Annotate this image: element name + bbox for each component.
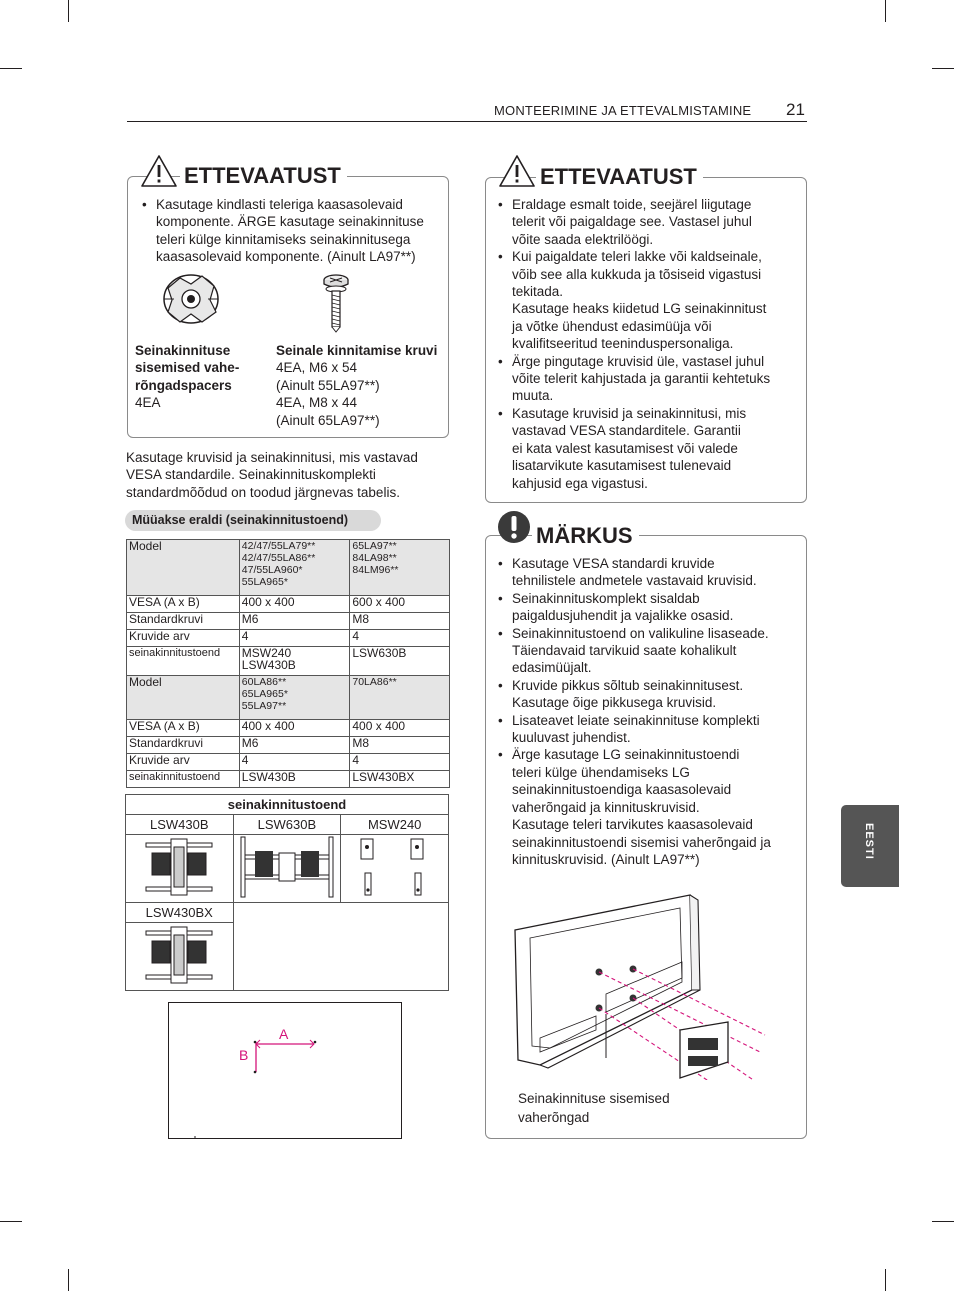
text-line: • Ärge pingutage kruvisid üle, vastasel juhul <box>512 353 765 369</box>
crop-mark <box>0 1221 22 1222</box>
text-line: teleri külge kinnitamiseks seinakinnitusega <box>156 231 411 247</box>
wall-mount-table <box>125 794 449 991</box>
table-cell <box>239 540 350 596</box>
table-cell: M8 <box>350 613 450 630</box>
table-cell <box>233 835 341 903</box>
text-line: võib see alla kukkuda ja tõsiseid vigastusi <box>512 266 762 282</box>
text-line: LSW430B <box>241 658 296 672</box>
text-line: Täiendavaid tarvikuid saate kohalikult <box>512 643 737 659</box>
table-cell: 4 <box>350 754 450 771</box>
table-row <box>126 835 449 903</box>
caution-right-bullet <box>498 405 800 492</box>
table-cell: 400 x 400 <box>239 596 350 613</box>
text-line: 42/47/55LA79** <box>241 540 316 552</box>
table-row <box>127 771 450 788</box>
table-row <box>127 737 450 754</box>
table-cell: M6 <box>239 737 350 754</box>
table-cell: Model <box>127 676 240 720</box>
text-line: 55LA97** <box>241 700 287 712</box>
caution-right-bullet <box>498 248 800 352</box>
table-row <box>127 540 450 596</box>
table-cell: MSW240 <box>341 815 449 835</box>
text-line: • Seinakinnituskomplekt sisaldab <box>512 590 700 606</box>
table-row <box>126 903 449 923</box>
text-line: • Kasutage kindlasti teleriga kaasasolevaid <box>156 197 403 212</box>
lsw430b-bracket-icon <box>144 837 214 897</box>
text-line: seinakinnitustoendi sisemisi vaherõngaid ja <box>512 834 771 850</box>
text-line: 4EA <box>135 395 161 411</box>
crop-mark <box>885 1269 886 1291</box>
table-cell: Kruvide arv <box>127 630 240 647</box>
note-bullet <box>498 555 800 590</box>
crop-mark <box>0 68 22 69</box>
table-cell: Kruvide arv <box>127 754 240 771</box>
text-line: ei kata valest kasutamisest või valede <box>512 440 738 456</box>
text-line: 4EA, M6 x 54 <box>276 360 358 376</box>
table-cell: LSW630B <box>350 647 450 676</box>
sold-separately-label: Müüakse eraldi (seinakinnitustoend) <box>125 510 381 531</box>
table-cell: LSW630B <box>233 815 341 835</box>
table-cell: 4 <box>239 630 350 647</box>
table-row <box>127 647 450 676</box>
msw240-bracket-icon <box>355 835 435 899</box>
table-cell <box>350 540 450 596</box>
table-row <box>127 596 450 613</box>
table-cell: LSW430B <box>126 815 234 835</box>
text-line: kuuluvast juhendist. <box>512 730 631 746</box>
table-cell: seinakinnitustoend <box>127 771 240 788</box>
table-row <box>126 795 449 815</box>
text-line: kaasasolevaid komponente. (Ainult LA97**) <box>156 249 416 265</box>
text-line: • Kui paigaldate teleri lakke või kaldseinale, <box>512 249 762 265</box>
table-cell: 4 <box>239 754 350 771</box>
text-line: kvalifitseeritud teeninduspersonaliga. <box>512 336 734 352</box>
text-line: • Lisateavet leiate seinakinnituse komplekti <box>512 712 760 728</box>
illustration-caption <box>518 1089 670 1127</box>
text-line: MSW240 <box>241 646 292 660</box>
note-bullet <box>498 590 800 625</box>
header-rule <box>127 121 807 122</box>
text-line: (Ainult 65LA97**) <box>276 412 380 428</box>
table-cell: 70LA86** <box>350 676 450 720</box>
text-line: vaherõngaid ja kinnituskruvisid. <box>512 799 700 815</box>
vesa-dimension-diagram <box>168 1002 401 1138</box>
table-cell: 400 x 400 <box>350 720 450 737</box>
text-line: (Ainult 55LA97**) <box>276 377 380 393</box>
table-cell: M8 <box>350 737 450 754</box>
text-line: 60LA86** <box>241 676 287 688</box>
text-line: ja võtke ühendust edasimüüja või <box>512 318 712 334</box>
table-cell <box>126 923 234 991</box>
lsw430bx-bracket-icon <box>144 925 214 985</box>
note-bullet <box>498 712 800 747</box>
text-line: Kasutage õige pikkusega kruvisid. <box>512 695 717 711</box>
table-header: seinakinnitustoend <box>126 795 449 815</box>
table-cell: 600 x 400 <box>350 596 450 613</box>
text-line: 65LA97** <box>352 540 397 552</box>
caution-title-right: ETTEVAATUST <box>536 164 703 190</box>
table-cell <box>126 835 234 903</box>
table-cell: VESA (A x B) <box>127 720 240 737</box>
screw-illustration <box>318 272 354 334</box>
table-cell-empty <box>233 903 449 991</box>
crop-mark <box>885 0 886 22</box>
table-cell: Model <box>127 540 240 596</box>
crop-mark <box>68 0 69 22</box>
table-cell: LSW430B <box>239 771 350 788</box>
text-line: rõngadspacers <box>135 377 232 393</box>
text-line: lisatarvikute kasutamisest tulenevaid <box>512 458 732 474</box>
text-line: • Ärge kasutage LG seinakinnitustoendi <box>512 747 740 763</box>
text-line: • Kasutage kruvisid ja seinakinnitusi, mis <box>512 405 747 421</box>
table-cell: 400 x 400 <box>239 720 350 737</box>
crop-mark <box>932 1221 954 1222</box>
language-tab <box>841 805 899 887</box>
spacer-illustration <box>158 270 224 328</box>
text-line: Seinakinnituse sisemised <box>518 1091 670 1106</box>
text-line: 42/47/55LA86** <box>241 552 316 564</box>
vesa-spec-table <box>126 539 450 788</box>
text-line: tekitada. <box>512 284 564 300</box>
table-row <box>127 613 450 630</box>
table-cell: LSW430BX <box>350 771 450 788</box>
text-line: 55LA965* <box>241 576 288 588</box>
caution-right-bullet <box>498 196 800 248</box>
text-line: Kasutage heaks kiidetud LG seinakinnitust <box>512 301 767 317</box>
dimension-label-b: B <box>239 1047 249 1063</box>
warning-triangle-icon <box>140 154 178 188</box>
note-title: MÄRKUS <box>532 523 639 549</box>
text-line: telerit või paigaldage see. Vastasel juhul <box>512 214 752 230</box>
text-line: 65LA965* <box>241 688 288 700</box>
text-line: • Kasutage VESA standardi kruvide <box>512 556 715 571</box>
text-line: vaherõngad <box>518 1110 590 1125</box>
text-line: edasimüüjalt. <box>512 660 592 676</box>
text-line: vastavad VESA standarditele. Garantii <box>512 423 741 439</box>
text-line: sisemised vahe- <box>135 360 240 376</box>
table-row <box>126 815 449 835</box>
part-spacer-caption <box>135 342 239 412</box>
note-bullet <box>498 746 800 868</box>
intro-paragraph <box>126 449 418 501</box>
table-cell <box>239 676 350 720</box>
table-row <box>127 630 450 647</box>
dimension-label-a: A <box>279 1026 289 1042</box>
part-screw-caption <box>276 342 437 429</box>
table-row <box>127 754 450 771</box>
text-line: • Seinakinnitustoend on valikuline lisaseade. <box>512 625 769 641</box>
text-line: kahjusid ega vigastusi. <box>512 475 648 491</box>
note-exclamation-icon <box>497 510 531 544</box>
page-number: 21 <box>786 100 805 119</box>
caution-left-bullet <box>142 196 442 266</box>
table-cell: 4 <box>350 630 450 647</box>
table-cell: Standardkruvi <box>127 737 240 754</box>
text-line: tehnilistele andmetele vastavaid kruvisid. <box>512 573 757 589</box>
text-line: 47/55LA960* <box>241 564 303 576</box>
table-cell <box>341 835 449 903</box>
table-cell: Standardkruvi <box>127 613 240 630</box>
text-line: kinnituskruvisid. (Ainult LA97**) <box>512 851 700 867</box>
text-line: 4EA, M8 x 44 <box>276 395 358 411</box>
tv-mount-illustration <box>510 890 780 1080</box>
text-line: võite saada elektrilöögi. <box>512 231 654 247</box>
text-line: 84LA98** <box>352 552 397 564</box>
text-line: muuta. <box>512 388 554 404</box>
crop-mark <box>68 1269 69 1291</box>
crop-mark <box>932 68 954 69</box>
section-title: MONTEERIMINE JA ETTEVALMISTAMINE <box>494 103 752 118</box>
text-line: 84LM96** <box>352 564 399 576</box>
text-line: VESA standardile. Seinakinnituskomplekti <box>126 467 376 483</box>
lsw630b-bracket-icon <box>239 835 335 899</box>
text-line: teleri külge ühendamiseks LG <box>512 764 690 780</box>
table-cell: LSW430BX <box>126 903 234 923</box>
text-line: Kasutage kruvisid ja seinakinnitusi, mis vastavad <box>126 450 418 465</box>
table-cell <box>239 647 350 676</box>
text-line: võite telerit kahjustada ja garantii kehtetuks <box>512 371 771 387</box>
text-line: Seinakinnituse <box>135 343 231 358</box>
note-bullet <box>498 677 800 712</box>
text-line: standardmõõdud on toodud järgnevas tabelis. <box>126 484 400 500</box>
text-line: paigaldusjuhendit ja vajalikke osasid. <box>512 608 734 624</box>
text-line: komponente. ÄRGE kasutage seinakinnituse <box>156 214 424 230</box>
warning-triangle-icon <box>498 154 536 188</box>
caution-right-bullet <box>498 353 800 405</box>
table-row <box>127 720 450 737</box>
text-line: Kasutage teleri tarvikutes kaasasolevaid <box>512 817 753 833</box>
text-line: seinakinnitustoendiga kaasasolevaid <box>512 782 732 798</box>
text-line: Seinale kinnitamise kruvi <box>276 343 438 358</box>
language-tab-label: EESTI <box>863 823 875 860</box>
note-bullet <box>498 625 800 677</box>
table-cell: VESA (A x B) <box>127 596 240 613</box>
text-line: • Kruvide pikkus sõltub seinakinnitusest. <box>512 677 744 693</box>
text-line: • Eraldage esmalt toide, seejärel liigutage <box>512 197 752 212</box>
caution-title-left: ETTEVAATUST <box>180 163 347 189</box>
table-cell: seinakinnitustoend <box>127 647 240 676</box>
table-row <box>127 676 450 720</box>
table-cell: M6 <box>239 613 350 630</box>
